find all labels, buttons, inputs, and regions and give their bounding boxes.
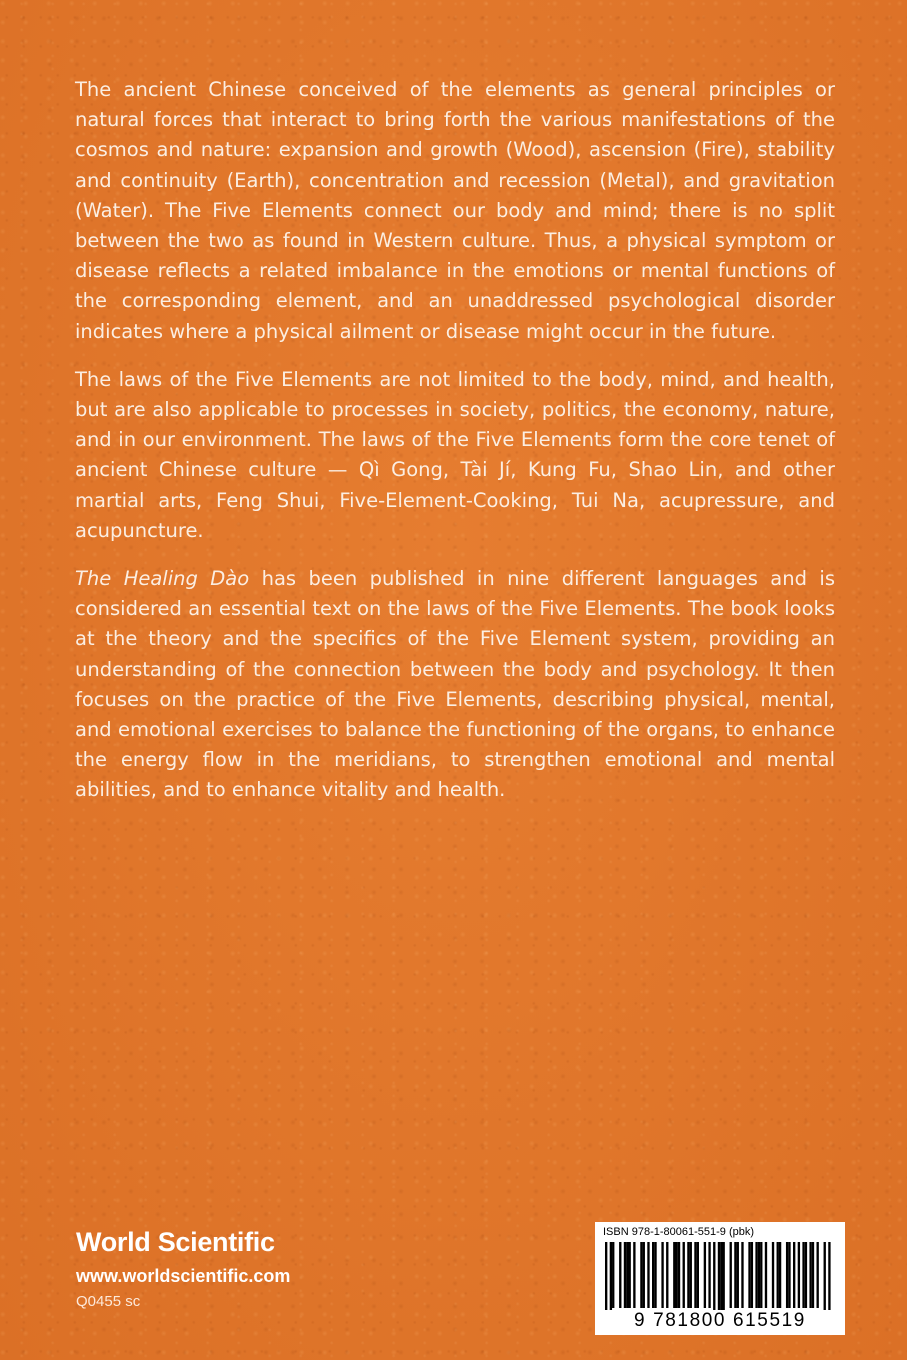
barcode-bar [643,1242,645,1308]
barcode-bar [802,1242,804,1308]
barcode-bar [779,1242,781,1308]
barcode-bar [683,1242,685,1308]
barcode-bar [737,1242,739,1308]
barcode-bar [633,1242,635,1308]
publisher-code: Q0455 sc [76,1293,141,1310]
barcode-bar [786,1242,788,1308]
barcode-bar [652,1242,654,1308]
back-cover-description [75,75,835,824]
barcode-bar [654,1242,656,1308]
barcode-bar [812,1242,814,1308]
barcode-bar [624,1242,626,1308]
barcode-bar [765,1242,767,1308]
barcode-bar [626,1242,628,1308]
barcode-bar [720,1242,722,1316]
barcode-bar [798,1242,800,1308]
barcode-bar [640,1242,642,1308]
barcode-bar [676,1242,678,1308]
isbn-barcode [595,1222,845,1335]
barcode-bar [723,1242,725,1316]
barcode-bar [758,1242,760,1308]
barcode-bar [704,1242,706,1308]
barcode-bar [647,1242,649,1308]
barcode-bar [708,1242,710,1308]
barcode-bar [748,1242,750,1308]
barcode-bar [713,1242,715,1316]
barcode-bar [678,1242,680,1308]
barcode-bar [788,1242,790,1308]
barcode-bar [777,1242,779,1308]
description-paragraph-3 [75,564,835,806]
barcode-bar [751,1242,753,1308]
publisher-name: World Scientific [76,1227,275,1257]
barcode-digits: 9 781800 615519 [595,1310,845,1332]
barcode-bar [741,1242,743,1308]
barcode-bar [760,1242,762,1308]
isbn-label: ISBN 978-1-80061-551-9 (pbk) [603,1226,755,1238]
description-paragraph-2: The laws of the Five Elements are not limited to the body, mind, and health, but are also applicable to processes in society, politics, the economy, nature, and in our environment. The laws of the Five Elements form the core tenet of ancient Chinese culture — Qì Gong, Tài Jí, Kung Fu, Shao Lin, and other martial arts, Feng Shui, Five-Element-Cooking, Tui Na, acupressure, and acupuncture. [75,367,835,542]
description-paragraph-1: The ancient Chinese conceived of the elements as general principles or natural forces that interact to bring forth the various manifestations of the cosmos and nature: expansion and growth (Wood), ascension (Fire), stability and continuity (Earth), concentration and recession (Metal), and gravitation (Water). The Five Elements connect our body and mind; there is no split between the two as found in Western culture. Thus, a physical symptom or disease reflects a related imbalance in the emotions or mental functions of the corresponding element, and an unaddressed psychological disorder indicates where a physical ailment or disease might occur in the future. [75,78,835,343]
barcode-bar [734,1242,736,1308]
barcode-bar [809,1242,811,1308]
barcode-bar [817,1242,819,1308]
barcode-bar [793,1242,795,1308]
book-title: The Healing Dào [75,567,250,591]
barcode-bar [661,1242,663,1308]
barcode-bar [697,1242,699,1308]
barcode-bar [690,1242,692,1308]
barcode-bar [610,1242,612,1316]
barcode-bar [687,1242,689,1308]
barcode-bar [828,1242,830,1316]
barcode-bar [694,1242,696,1308]
publisher-block [76,1226,290,1312]
barcode-bar [824,1242,826,1316]
barcode-bar [612,1242,614,1308]
barcode-bar [805,1242,807,1308]
barcode-bar [673,1242,675,1308]
description-paragraph-3-text: has been published in nine different languages and is considered an essential text on the laws of the Five Elements. The book looks at the theory and the specifics of the Five Element system, providing an understanding of the connection between the body and psychology. It then focuses on the practice of the Five Elements, describing physical, mental, and emotional exercises to balance the functioning of the organs, to enhance the energy flow in the meridians, to strengthen emotional and mental abilities, and to enhance vitality and health. [75,567,835,802]
barcode-bar [619,1242,621,1308]
publisher-url: www.worldscientific.com [76,1266,291,1286]
barcode-bar [629,1242,631,1308]
barcode-bar [730,1242,732,1308]
barcode-bar [718,1242,720,1316]
barcode-bar [605,1242,607,1316]
barcode-bar [755,1242,757,1308]
barcode-bar [666,1242,668,1308]
barcode-bar [772,1242,774,1308]
